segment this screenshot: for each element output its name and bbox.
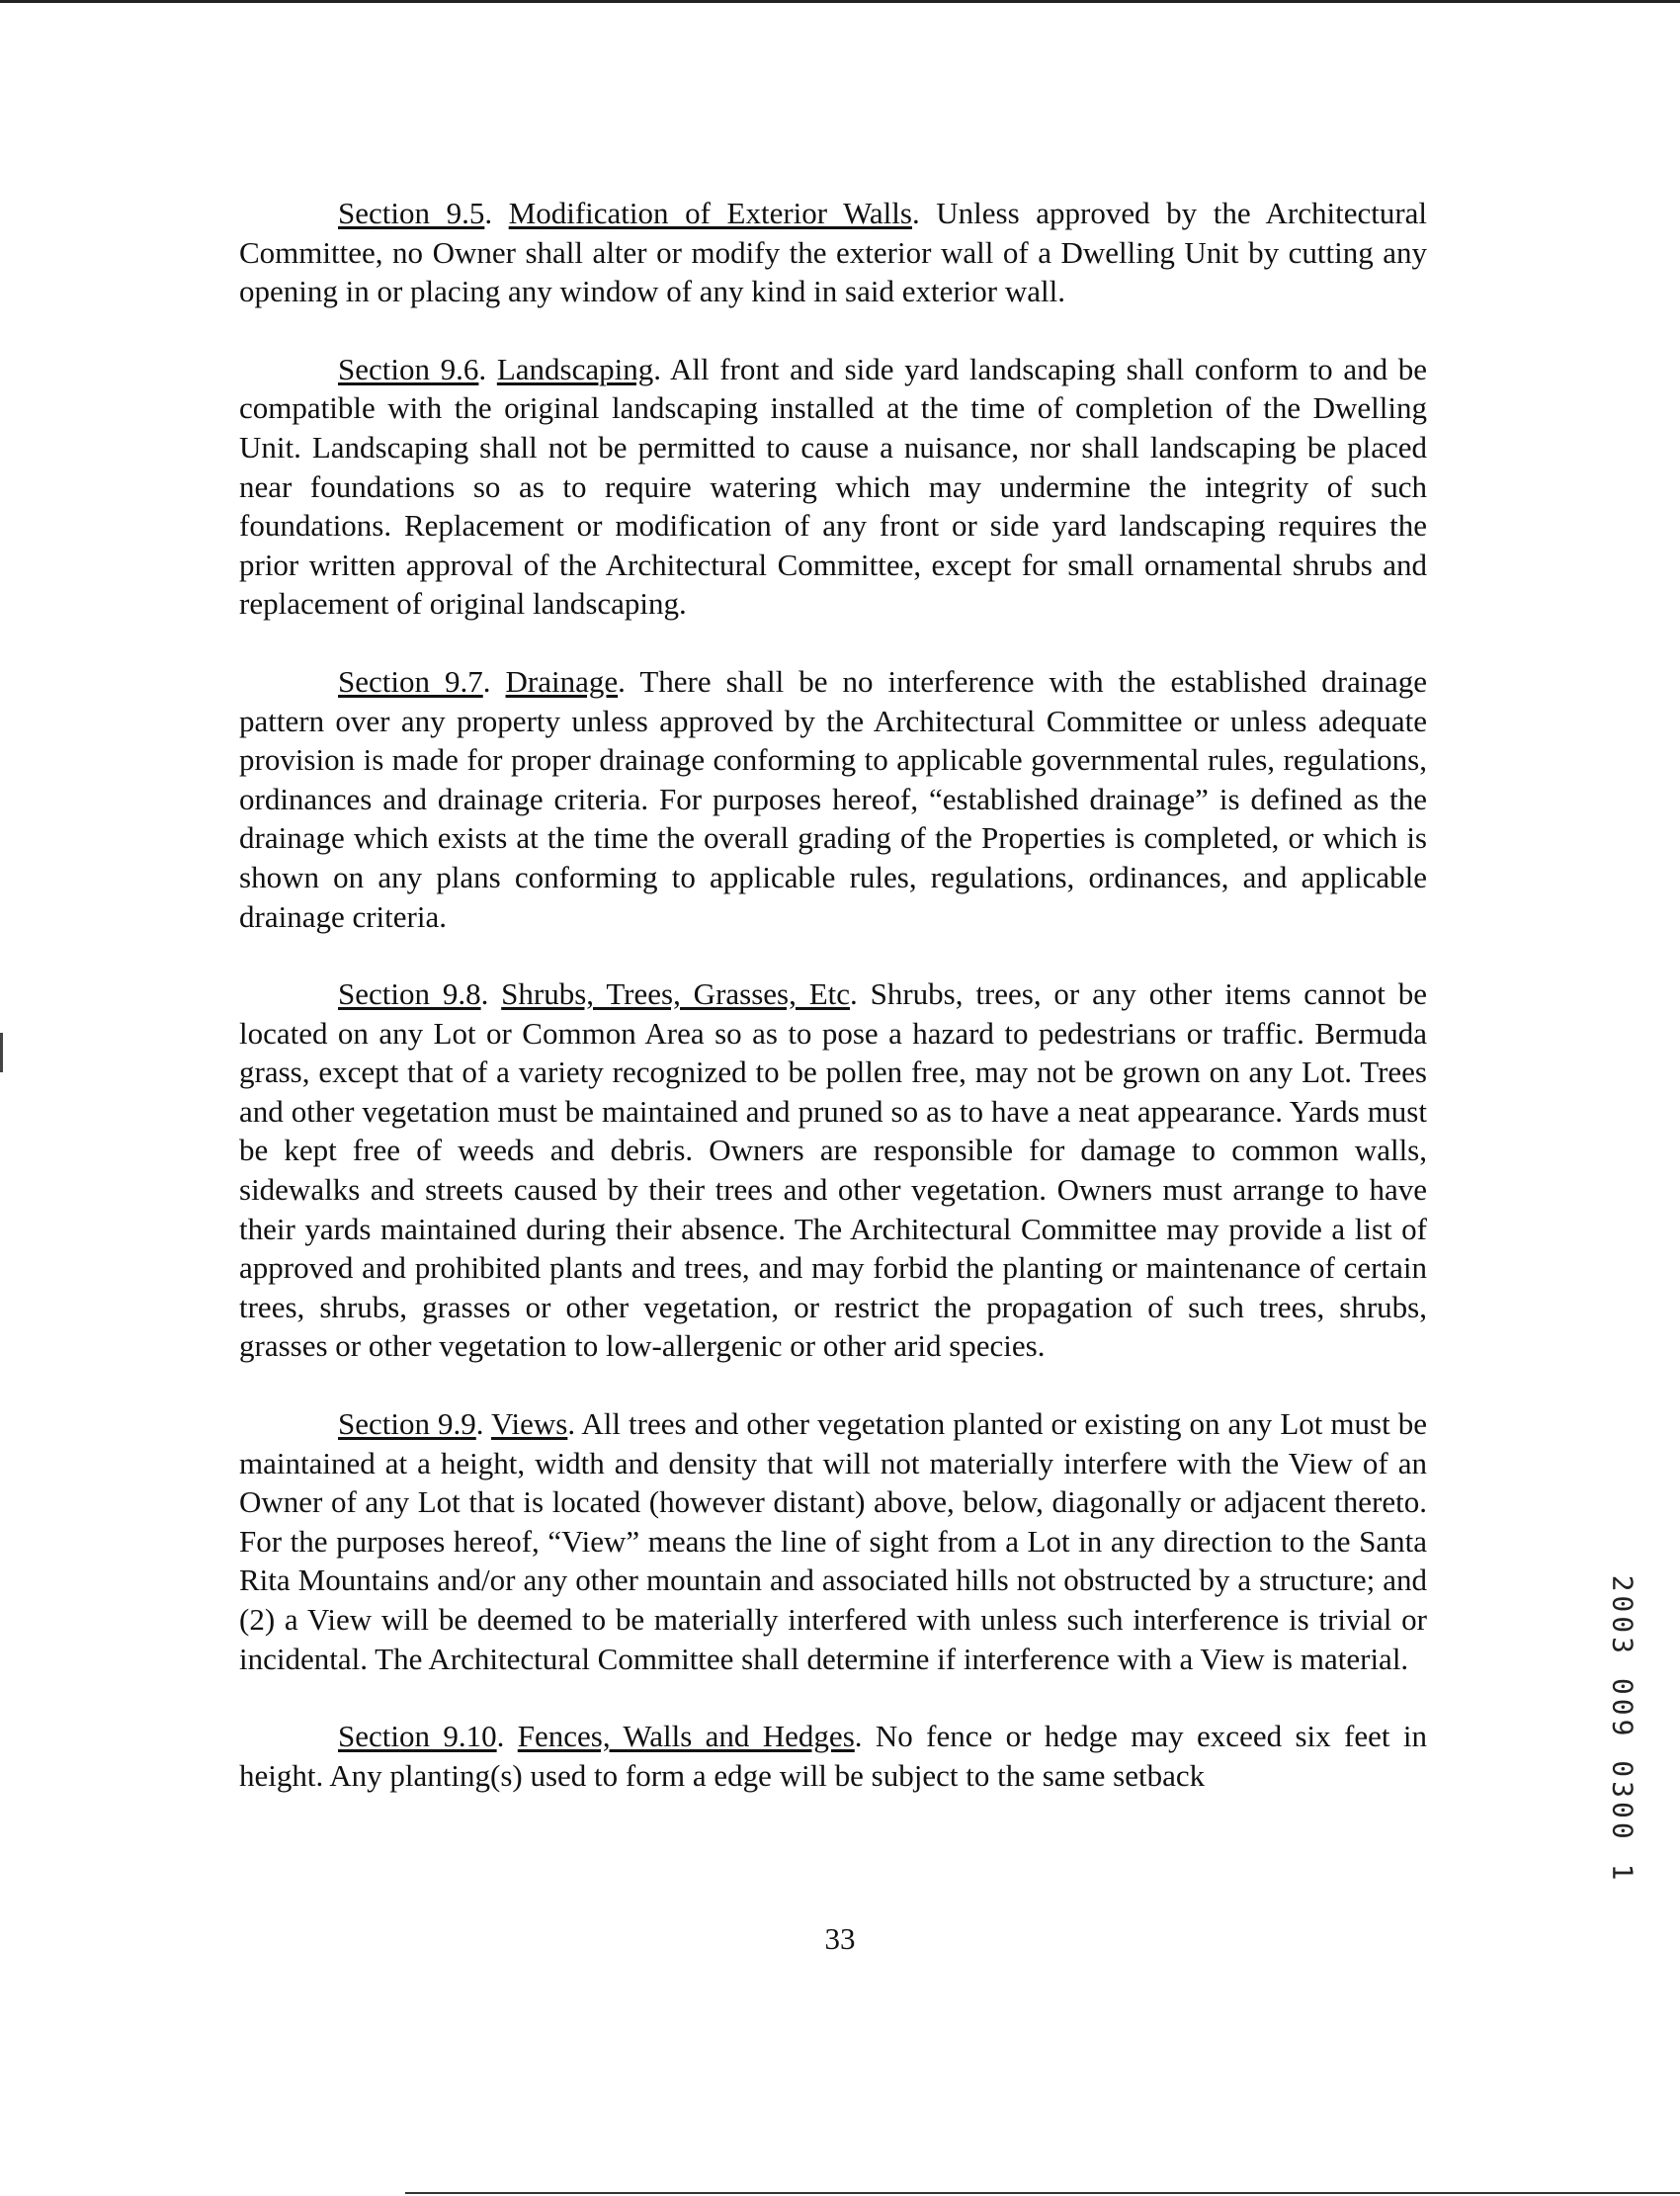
top-scan-edge [0,0,1680,3]
page-number: 33 [824,1921,856,1956]
section-9-6: Section 9.6. Landscaping. All front and side yard landscaping shall conform to and be compatible with the original landscaping installed at the time of completion of the Dwelling Unit. Landscaping shall not be permitted to cause a nuisance, nor shall landscaping be placed near foundations so as to require watering which may undermine the integrity of such foundations. Replacement or modification of any front or side yard landscaping requires the prior written approval of the Architectural Committee, except for small ornamental shrubs and replacement of original landscaping. [239,351,1428,622]
section-9-10: Section 9.10. Fences, Walls and Hedges. No fence or hedge may exceed six feet in height. Any planting(s) used to form a edge will be subject to the same setback [239,1719,1427,1793]
bottom-scan-edge [405,2192,1680,2194]
section-title: Drainage [505,663,619,699]
section-body: There shall be no interference with the established drainage pattern over any property unless approved by the Architectural Committee or unless adequate provision is made for proper drainage conforming to applicable governmental rules, regulations, ordinances and drainage criteria. For purposes hereof, “established drainage” is defined as the drainage which exists at the time the overall grading of the Properties is completed, or which is shown on any plans conforming to applicable rules, regulations, ordinances, and applicable drainage criteria. [239,663,1427,934]
recording-stamp-text: 2003 009 0300 1 [1606,1574,1639,1885]
section-body: No fence or hedge may exceed six feet in height. Any planting(s) used to form a edge will be subject to the same setback [239,1719,1427,1793]
section-body: All trees and other vegetation planted or existing on any Lot must be maintained at a height, width and density that will not materially interfere with the View of an Owner of any Lot that is located (however distant) above, below, diagonally or adjacent thereto. For the purposes hereof, “View” means the line of sight from a Lot in any direction to the Santa Rita Mountains and/or any other mountain and associated hills not obstructed by a structure; and (2) a View will be deemed to be materially interfered with unless such interference is trivial or incidental. The Architectural Committee shall determine if interference with a View is material. [239,1406,1427,1676]
section-number: Section 9.6 [338,351,479,386]
section-body: Unless approved by the Architectural Committee, no Owner shall alter or modify the exterior wall of a Dwelling Unit by cutting any opening in or placing any window of any kind in said exterior wall. [239,196,1428,309]
recording-stamp [1603,1574,1642,1885]
section-number: Section 9.8 [338,976,481,1012]
section-title: Modification of Exterior Walls [508,196,912,230]
section-9-7: Section 9.7. Drainage. There shall be no interference with the established drainage pattern over any property unless approved by the Architectural Committee or unless adequate provision is made for proper drainage conforming to applicable governmental rules, regulations, ordinances and drainage criteria. For purposes hereof, “established drainage” is defined as the drainage which exists at the time the overall grading of the Properties is completed, or which is shown on any plans conforming to applicable rules, regulations, ordinances, and applicable drainage criteria. [239,663,1427,934]
section-number: Section 9.7 [338,663,483,699]
section-number: Section 9.5 [338,196,485,230]
section-number: Section 9.9 [338,1406,476,1442]
left-scan-mark [0,1033,3,1072]
section-title: Landscaping [496,351,654,386]
section-9-9: Section 9.9. Views. All trees and other vegetation planted or existing on any Lot must be maintained at a height, width and density that will not materially interfere with the View of an Owner of any Lot that is located (however distant) above, below, diagonally or adjacent thereto. For the purposes hereof, “View” means the line of sight from a Lot in any direction to the Santa Rita Mountains and/or any other mountain and associated hills not obstructed by a structure; and (2) a View will be deemed to be materially interfered with unless such interference is trivial or incidental. The Architectural Committee shall determine if interference with a View is material. [239,1406,1427,1676]
section-9-8: Section 9.8. Shrubs, Trees, Grasses, Etc. Shrubs, trees, or any other items cannot be located on any Lot or Common Area so as to pose a hazard to pedestrians or traffic. Bermuda grass, except that of a variety recognized to be pollen free, may not be grown on any Lot. Trees and other vegetation must be maintained and pruned so as to have a neat appearance. Yards must be kept free of weeds and debris. Owners are responsible for damage to common walls, sidewalks and streets caused by their trees and other vegetation. Owners must arrange to have their yards maintained during their absence. The Architectural Committee may provide a list of approved and prohibited plants and trees, and may forbid the planting or maintenance of certain trees, shrubs, grasses or other vegetation, or restrict the propagation of such trees, shrubs, grasses or other vegetation to low-allergenic or other arid species. [239,976,1427,1364]
section-body: All front and side yard landscaping shall conform to and be compatible with the original landscaping installed at the time of completion of the Dwelling Unit. Landscaping shall not be permitted to cause a nuisance, nor shall landscaping be placed near foundations so as to require watering which may undermine the integrity of such foundations. Replacement or modification of any front or side yard landscaping requires the prior written approval of the Architectural Committee, except for small ornamental shrubs and replacement of original landscaping. [239,351,1428,622]
section-body: Shrubs, trees, or any other items cannot be located on any Lot or Common Area so as to pose a hazard to pedestrians or traffic. Bermuda grass, except that of a variety recognized to be pollen free, may not be grown on any Lot. Trees and other vegetation must be maintained and pruned so as to have a neat appearance. Yards must be kept free of weeds and debris. Owners are responsible for damage to common walls, sidewalks and streets caused by their trees and other vegetation. Owners must arrange to have their yards maintained during their absence. The Architectural Committee may provide a list of approved and prohibited plants and trees, and may forbid the planting or maintenance of certain trees, shrubs, grasses or other vegetation, or restrict the propagation of such trees, shrubs, grasses or other vegetation to low-allergenic or other arid species. [239,976,1427,1364]
document-body [239,194,1427,1833]
section-title: Shrubs, Trees, Grasses, Etc [501,976,850,1012]
section-9-5: Section 9.5. Modification of Exterior Walls. Unless approved by the Architectural Committee, no Owner shall alter or modify the exterior wall of a Dwelling Unit by cutting any opening in or placing any window of any kind in said exterior wall. [239,196,1428,309]
section-title: Fences, Walls and Hedges [517,1719,855,1754]
section-title: Views [490,1406,568,1442]
section-number: Section 9.10 [338,1719,497,1754]
